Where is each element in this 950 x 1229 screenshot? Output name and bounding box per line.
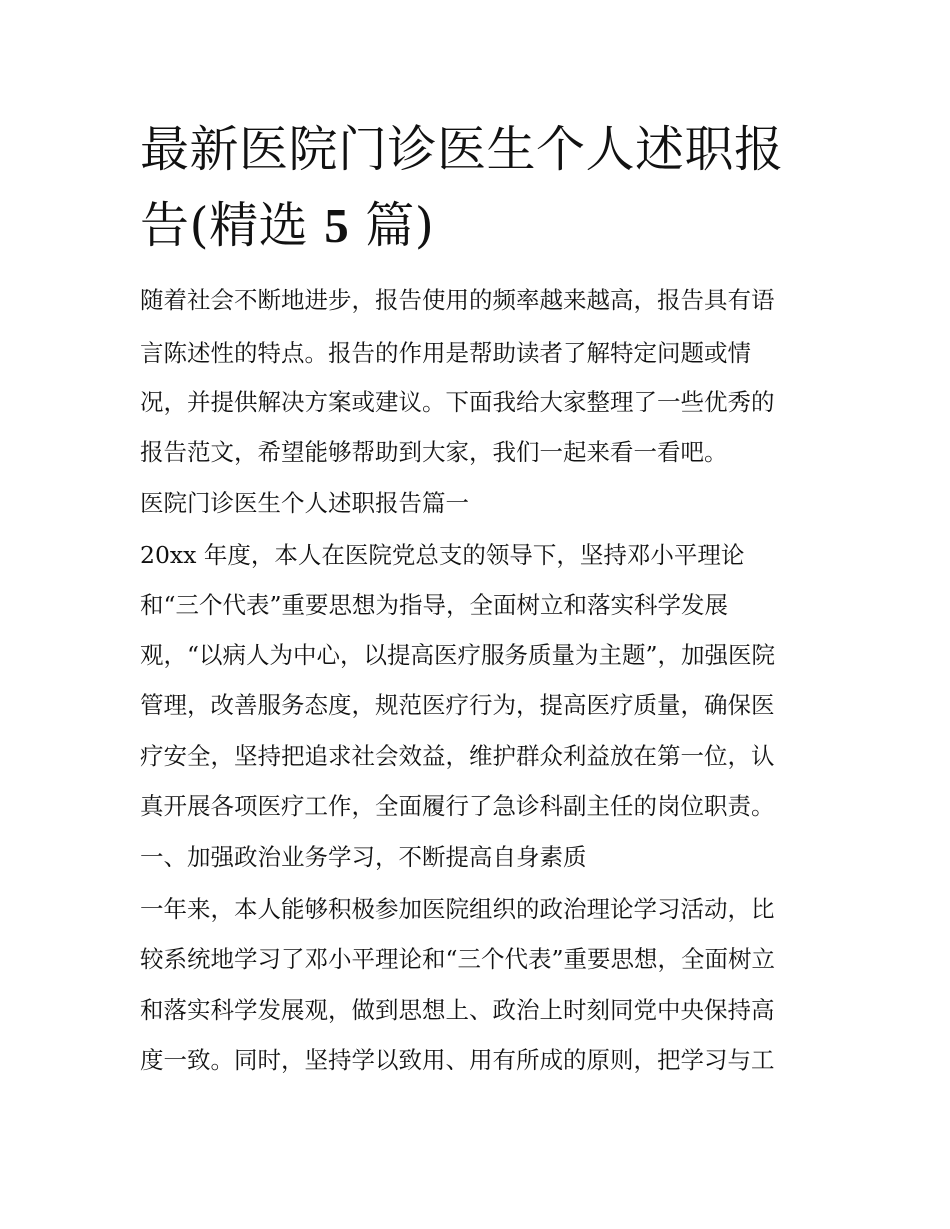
body-line: 一年来，本人能够积极参加医院组织的政治理论学习活动，比 bbox=[140, 895, 775, 923]
title-line-2-number: 5 bbox=[324, 198, 350, 253]
body-line: 较系统地学习了邓小平理论和“三个代表”重要思想，全面树立 bbox=[140, 945, 776, 973]
document-title bbox=[140, 112, 820, 264]
title-line-2-prefix: 告(精选 bbox=[140, 197, 309, 254]
body-line: 言陈述性的特点。报告的作用是帮助读者了解特定问题或情 bbox=[140, 339, 751, 367]
title-line-1: 最新医院门诊医生个人述职报 bbox=[140, 121, 784, 178]
body-line: 疗安全，坚持把追求社会效益，维护群众利益放在第一位，认 bbox=[140, 742, 775, 770]
body-line: 20xx 年度，本人在医院党总支的领导下，坚持邓小平理论 bbox=[140, 541, 745, 569]
body-line: 观，“以病人为中心，以提高医疗服务质量为主题”，加强医院 bbox=[140, 641, 776, 669]
body-line: 真开展各项医疗工作，全面履行了急诊科副主任的岗位职责。 bbox=[140, 792, 775, 820]
body-line: 和落实科学发展观，做到思想上、政治上时刻同党中央保持高 bbox=[140, 996, 775, 1024]
title-line-2-suffix: 篇) bbox=[365, 197, 435, 254]
body-line: 报告范文，希望能够帮助到大家，我们一起来看一看吧。 bbox=[140, 438, 728, 466]
section-heading: 一、加强政治业务学习，不断提高自身素质 bbox=[140, 843, 587, 871]
body-line: 和“三个代表”重要思想为指导，全面树立和落实科学发展 bbox=[140, 591, 729, 619]
body-line: 随着社会不断地进步，报告使用的频率越来越高，报告具有语 bbox=[140, 286, 775, 314]
section-heading: 医院门诊医生个人述职报告篇一 bbox=[140, 489, 469, 517]
body-line: 况，并提供解决方案或建议。下面我给大家整理了一些优秀的 bbox=[140, 388, 775, 416]
body-line: 度一致。同时，坚持学以致用、用有所成的原则，把学习与工 bbox=[140, 1046, 775, 1074]
body-line: 管理，改善服务态度，规范医疗行为，提高医疗质量，确保医 bbox=[140, 691, 775, 719]
